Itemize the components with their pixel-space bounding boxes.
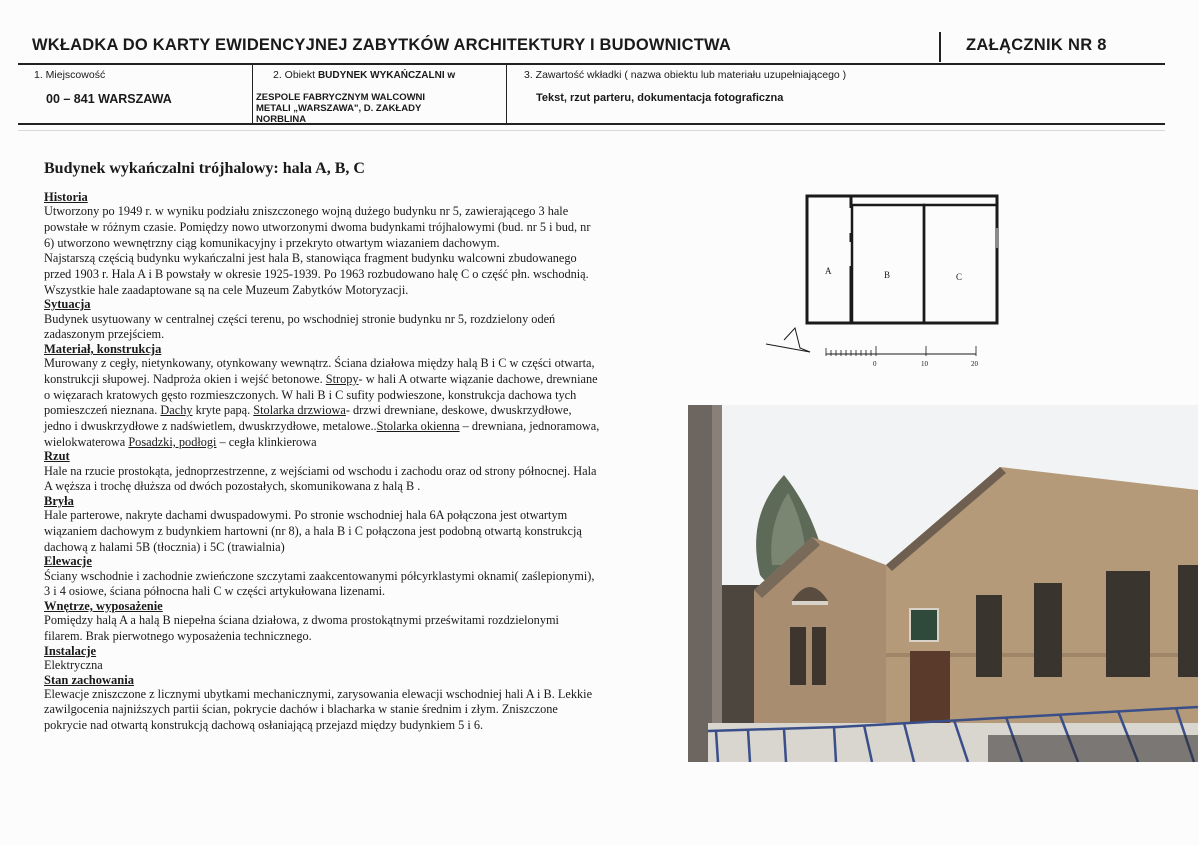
section-heading: Sytuacja bbox=[44, 297, 91, 312]
text-line: wiązaniem dachowym z budynkiem hartowni (nr 8), a hala B i C połączona jest podobną otwartą konstrukcją bbox=[44, 523, 582, 538]
object-label bbox=[273, 69, 455, 81]
annex-number: ZAŁĄCZNIK NR 8 bbox=[966, 36, 1107, 54]
cell-divider bbox=[252, 64, 253, 124]
section-text bbox=[44, 687, 689, 734]
text-line: Wszystkie hale zaadaptowane są na cele Muzeum Zabytków Motoryzacji. bbox=[44, 282, 409, 297]
section-heading: Elewacje bbox=[44, 554, 92, 569]
scale-tick-label: 20 bbox=[971, 360, 978, 368]
text-line: pokrycie nad otwartą konstrukcją dachową osłaniającą przejazd między budynkiem 5 i 6. bbox=[44, 718, 484, 733]
section-text bbox=[44, 204, 689, 298]
document-body bbox=[44, 160, 689, 734]
text-line: zawilgocenia najniższych partii ścian, pokrycie dachów i blacharka w stanie średnim i złym. Zniszczone bbox=[44, 702, 558, 717]
object-label-prefix: 2. Obiekt bbox=[273, 69, 316, 81]
text-run: konstrukcji słupowej. Nadproża okien i wejść betonowe. bbox=[44, 371, 326, 386]
header-rule-bottom bbox=[18, 123, 1165, 125]
text-line: dachową z halami 5B (tłocznia) i 5C (trawialnia) bbox=[44, 539, 285, 554]
document-title: Budynek wykańczalni trójhalowy: hala A, B, C bbox=[44, 160, 365, 177]
section-bryla bbox=[44, 495, 689, 555]
scale-tick-label: 0 bbox=[873, 360, 877, 368]
text-line: filarem. Brak pierwotnego wyposażenia technicznego. bbox=[44, 628, 312, 643]
hall-label-b: B bbox=[884, 270, 891, 280]
section-heading: Bryła bbox=[44, 494, 74, 509]
building-photograph bbox=[688, 405, 1198, 762]
text-run: – drewniana, jednoramowa, bbox=[459, 419, 600, 434]
section-heading: Historia bbox=[44, 190, 88, 204]
header-rule-top bbox=[18, 63, 1165, 65]
north-arrow-shaft bbox=[766, 344, 810, 352]
subheading-dachy: Dachy bbox=[160, 403, 193, 418]
text-line: Hale na rzucie prostokąta, jednoprzestrzenne, z wejściami od wschodu i zachodu oraz od strony północnej. Hala bbox=[44, 463, 597, 478]
subheading-stolarka-drzwiowa: Stolarka drzwiowa bbox=[253, 403, 346, 418]
photo-illustration bbox=[688, 405, 1198, 762]
object-name bbox=[256, 92, 506, 122]
text-line: 6) utworzono wewnętrzny ciąg komunikacyjny i przekryto otwartym wiazaniem dachowym. bbox=[44, 235, 500, 250]
text-line: Elektryczna bbox=[44, 657, 103, 672]
header-divider bbox=[939, 32, 941, 62]
text-run: jedno i dwuskrzydłowe z nadświetlem, dwuskrzydłowe, metalowe.. bbox=[44, 419, 377, 434]
scan-line bbox=[18, 130, 1165, 131]
subheading-posadzki: Posadzki, podłogi bbox=[128, 434, 217, 449]
section-rzut bbox=[44, 450, 689, 495]
text-run: - drzwi drewniane, deskowe, dwuskrzydłowe, bbox=[345, 403, 572, 418]
text-run: pomieszczeń nieznana. bbox=[44, 403, 161, 418]
cell-divider bbox=[506, 64, 507, 124]
contents-value: Tekst, rzut parteru, dokumentacja fotograficzna bbox=[536, 92, 784, 104]
text-line: A węższa i trochę dłuższa od dwóch pozostałych, skomunikowana z halą B . bbox=[44, 479, 421, 494]
text-line: przed 1903 r. Hala A i B powstały w okresie 1925-1939. Po 1963 rozbudowano halę C o część płn. wschodnią. bbox=[44, 267, 589, 282]
text-line: Elewacje zniszczone z licznymi ubytkami mechanicznymi, zarysowania elewacji wschodniej hali A i B. Lekkie bbox=[44, 686, 593, 701]
text-line: Budynek usytuowany w centralnej części terenu, po wschodniej stronie budynku nr 5, rozdzielony odeń bbox=[44, 311, 556, 326]
section-heading: Instalacje bbox=[44, 643, 97, 658]
text-run: wielokwaterowa bbox=[44, 434, 129, 449]
plan-outline bbox=[807, 196, 997, 323]
section-heading: Materiał, konstrukcja bbox=[44, 342, 162, 357]
locality-label: 1. Miejscowość bbox=[34, 69, 106, 81]
section-stan bbox=[44, 674, 689, 734]
section-text bbox=[44, 464, 689, 495]
photo-door bbox=[910, 651, 950, 723]
text-line: Ściany wschodnie i zachodnie zwieńczone szczytami zaakcentowanymi półcyrklastymi oknami( zaślepionymi), bbox=[44, 568, 595, 583]
plan-hall-b bbox=[852, 205, 924, 323]
text-line: Murowany z cegły, nietynkowany, otynkowany wewnątrz. Ściana działowa między halą B i C w części otwarta, bbox=[44, 356, 595, 371]
form-title: WKŁADKA DO KARTY EWIDENCYJNEJ ZABYTKÓW ARCHITEKTURY I BUDOWNICTWA bbox=[32, 36, 731, 54]
text-run: – cegła klinkierowa bbox=[216, 434, 317, 449]
text-line: Najstarszą częścią budynku wykańczalni jest hala B, stanowiąca fragment budynku walcowni zbudowanego bbox=[44, 251, 577, 266]
text-run: - w hali A otwarte wiązanie dachowe, drewniane bbox=[358, 371, 598, 386]
object-name-line: METALI „WARSZAWA", D. ZAKŁADY bbox=[256, 103, 422, 114]
section-heading: Wnętrze, wyposażenie bbox=[44, 598, 163, 613]
text-line bbox=[44, 372, 689, 388]
object-name-line: NORBLINA bbox=[256, 114, 307, 122]
photo-plaque bbox=[910, 609, 938, 641]
section-text bbox=[44, 356, 689, 450]
section-material bbox=[44, 343, 689, 450]
section-instalacje bbox=[44, 645, 689, 674]
section-sytuacja bbox=[44, 298, 689, 343]
text-line: 3 i 4 osiowe, ściana północna hali C w części artykułowana lizenami. bbox=[44, 584, 386, 599]
section-historia bbox=[44, 191, 689, 298]
plan-hall-c bbox=[924, 205, 997, 323]
object-name-line: ZESPOLE FABRYCZNYM WALCOWNI bbox=[256, 92, 426, 103]
text-line: o więzarach kratowych gęsto rozmieszczonych. W hali B i C sufity podwieszone, konstrukcja dachowa tych bbox=[44, 387, 577, 402]
section-text bbox=[44, 569, 689, 600]
scale-tick-label: 10 bbox=[921, 360, 928, 368]
section-text bbox=[44, 508, 689, 555]
text-line: zadaszonym przejściem. bbox=[44, 327, 165, 342]
text-line: powstałe w różnym czasie. Pomiędzy nowo utworzonymi dwoma budynkami trójhalowymi (bud. nr 5 i bud, nr bbox=[44, 219, 591, 234]
text-line bbox=[44, 435, 689, 451]
section-text bbox=[44, 658, 689, 674]
hall-label-a: A bbox=[825, 266, 832, 276]
section-heading: Stan zachowania bbox=[44, 672, 134, 687]
text-line bbox=[44, 403, 689, 419]
locality-value: 00 – 841 WARSZAWA bbox=[46, 92, 172, 106]
hall-label-c: C bbox=[956, 272, 963, 282]
text-run: kryte papą. bbox=[192, 403, 254, 418]
section-wnetrze bbox=[44, 600, 689, 645]
section-text bbox=[44, 312, 689, 343]
form-header bbox=[18, 26, 1165, 126]
subheading-stropy: Stropy bbox=[325, 371, 359, 386]
object-label-bold: BUDYNEK WYKAŃCZALNI w bbox=[317, 70, 456, 81]
section-elewacje bbox=[44, 555, 689, 600]
text-line: Hale parterowe, nakryte dachami dwuspadowymi. Po stronie wschodniej hala 6A połączona jest otwartym bbox=[44, 508, 568, 523]
text-line: Utworzony po 1949 r. w wyniku podziału zniszczonego wojną dużego budynku nr 5, zawierającego 3 hale bbox=[44, 204, 569, 219]
section-heading: Rzut bbox=[44, 449, 70, 464]
floor-plan-drawing bbox=[760, 188, 1020, 378]
section-text bbox=[44, 613, 689, 644]
text-line bbox=[44, 419, 689, 435]
contents-label: 3. Zawartość wkładki ( nazwa obiektu lub materiału uzupełniającego ) bbox=[524, 69, 847, 81]
text-line: Pomiędzy halą A a halą B niepełna ściana działowa, z dwoma prostokątnymi prześwitami rozdzielonymi bbox=[44, 613, 559, 628]
subheading-stolarka-okienna: Stolarka okienna bbox=[376, 419, 460, 434]
